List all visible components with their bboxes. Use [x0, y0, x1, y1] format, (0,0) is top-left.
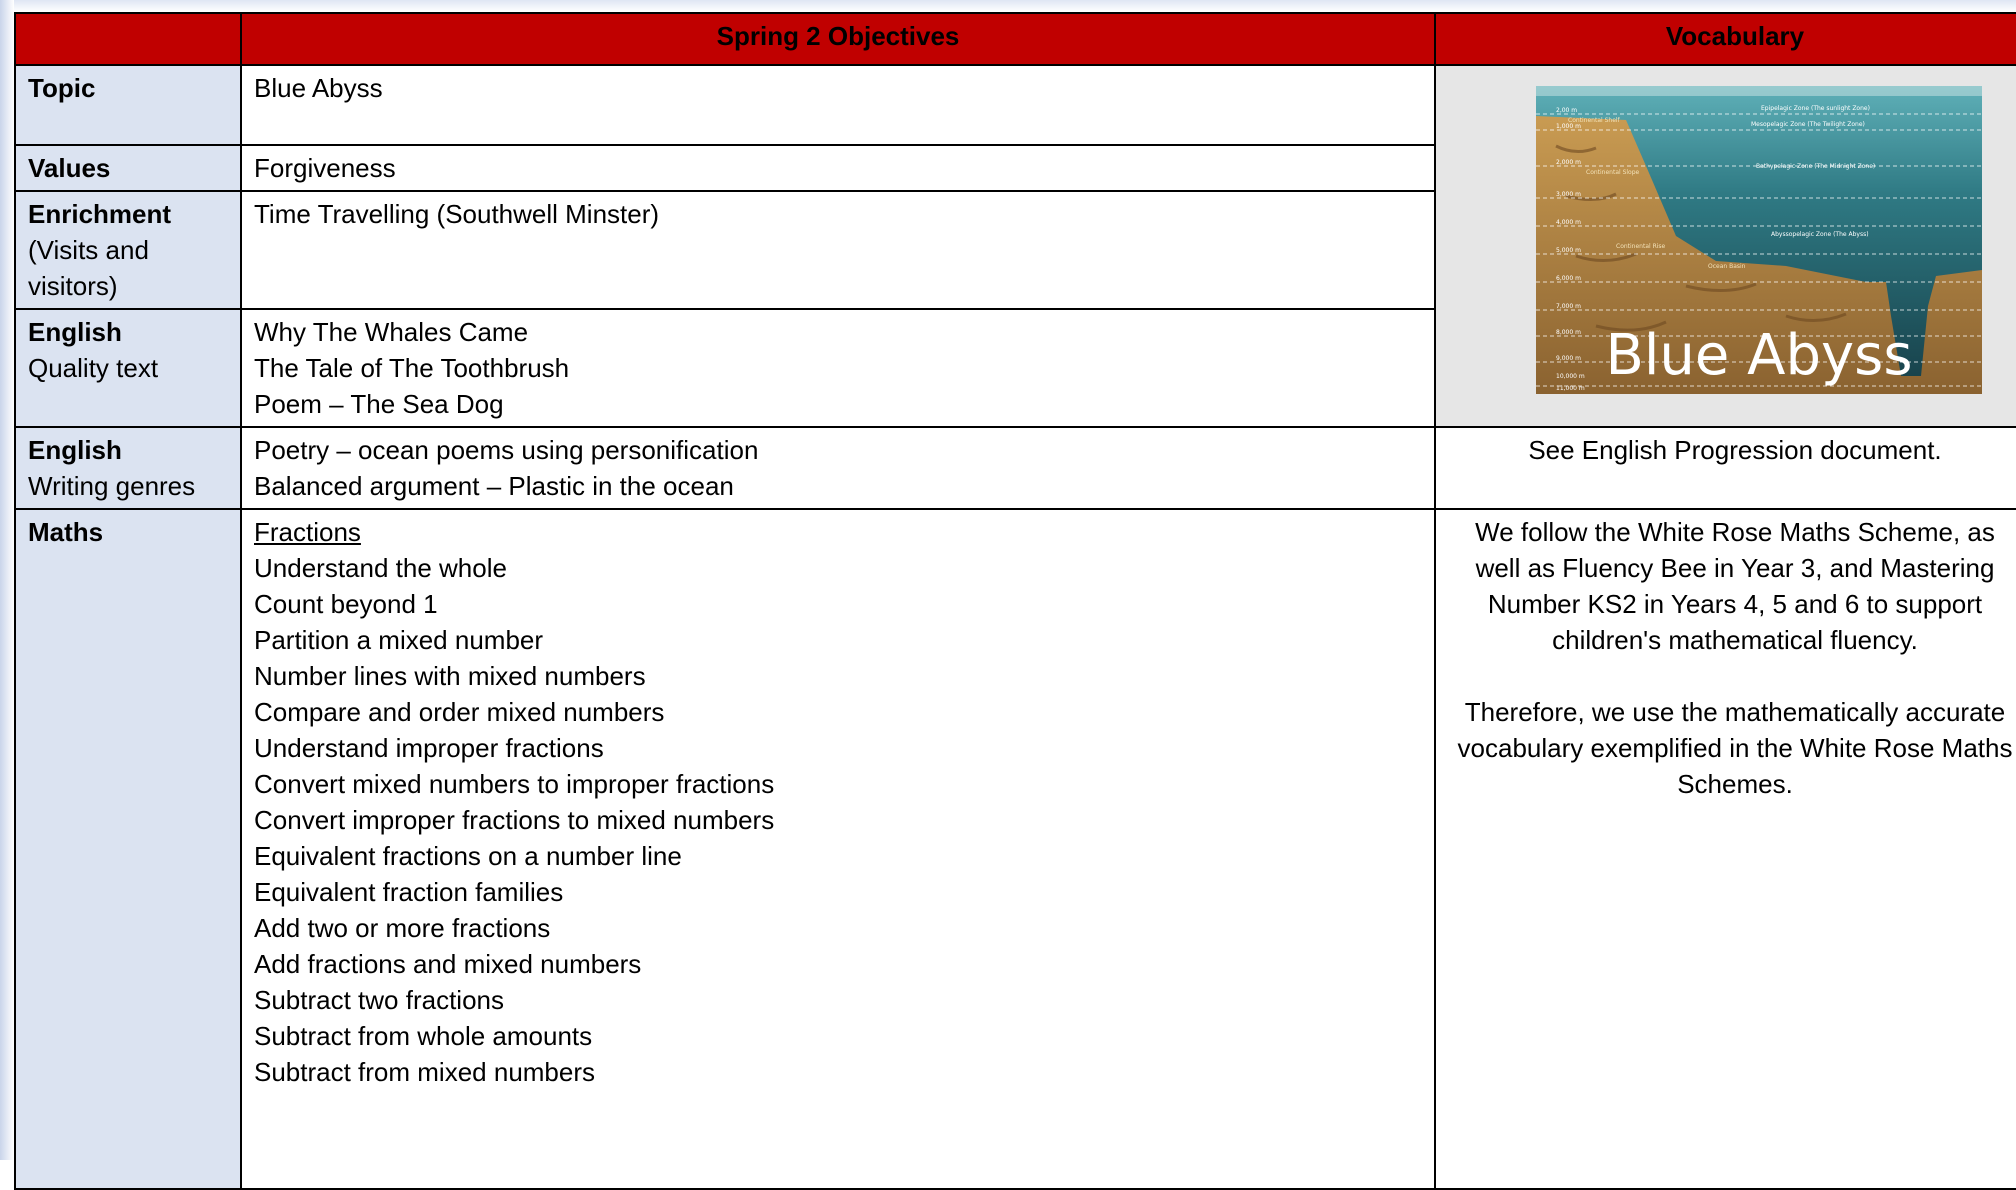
- list-item: Add two or more fractions: [254, 913, 551, 943]
- enrichment-label: Enrichment: [28, 199, 172, 229]
- list-item: Add fractions and mixed numbers: [254, 949, 642, 979]
- list-item: Poetry – ocean poems using personification: [254, 435, 759, 465]
- depth-label: 2,000 m: [1556, 159, 1581, 166]
- list-item: Subtract from whole amounts: [254, 1021, 593, 1051]
- page-shadow-top: [0, 0, 2016, 12]
- depth-label: 5,000 m: [1556, 247, 1581, 254]
- depth-label: 2,00 m: [1556, 107, 1578, 114]
- objectives-header: Spring 2 Objectives: [241, 13, 1435, 65]
- english-writing-row: [15, 427, 2016, 509]
- list-item: Compare and order mixed numbers: [254, 697, 665, 727]
- list-item: Count beyond 1: [254, 589, 438, 619]
- english-writing-label-cell: [15, 427, 241, 509]
- list-item: Convert improper fractions to mixed numbers: [254, 805, 775, 835]
- image-caption-layer: [1536, 86, 1982, 394]
- zone-label: Bathypelagic Zone (The Midnight Zone): [1756, 163, 1876, 170]
- vocabulary-header: Vocabulary: [1435, 13, 2016, 65]
- list-item: Subtract two fractions: [254, 985, 504, 1015]
- maths-label: Maths: [15, 509, 241, 1189]
- enrichment-value: Time Travelling (Southwell Minster): [241, 191, 1435, 309]
- depth-label: 9,000 m: [1556, 355, 1581, 362]
- enrichment-sub-label: (Visits and visitors): [28, 235, 149, 301]
- list-item: Understand the whole: [254, 553, 507, 583]
- english-writing-value: [241, 427, 1435, 509]
- english-text-sub-label: Quality text: [28, 353, 159, 383]
- english-text-value: [241, 309, 1435, 427]
- list-item: Equivalent fractions on a number line: [254, 841, 682, 871]
- enrichment-label-cell: [15, 191, 241, 309]
- maths-vocabulary-paragraph: Therefore, we use the mathematically accurate vocabulary exemplified in the White Rose Maths Schemes.: [1457, 697, 2013, 799]
- depth-label: 1,000 m: [1556, 123, 1581, 130]
- table-header-row: [15, 13, 2016, 65]
- list-item: Equivalent fraction families: [254, 877, 564, 907]
- list-item: Partition a mixed number: [254, 625, 544, 655]
- feature-label: Continental Slope: [1586, 169, 1640, 176]
- maths-value: [241, 509, 1435, 1189]
- depth-label: 6,000 m: [1556, 275, 1581, 282]
- list-item: Subtract from mixed numbers: [254, 1057, 596, 1087]
- feature-label: Continental Rise: [1616, 243, 1666, 250]
- values-value: Forgiveness: [241, 145, 1435, 191]
- list-item: Number lines with mixed numbers: [254, 661, 646, 691]
- english-writing-sub-label: Writing genres: [28, 471, 196, 501]
- header-corner-cell: [15, 13, 241, 65]
- depth-label: 11,000 m: [1556, 385, 1585, 392]
- english-writing-vocabulary: See English Progression document.: [1435, 427, 2016, 509]
- maths-row: [15, 509, 2016, 1189]
- maths-vocabulary: [1435, 509, 2016, 1189]
- topic-label: Topic: [15, 65, 241, 145]
- list-item: Balanced argument – Plastic in the ocean: [254, 471, 734, 501]
- list-item: The Tale of The Toothbrush: [254, 353, 570, 383]
- zone-label: Abyssopelagic Zone (The Abyss): [1771, 231, 1869, 238]
- depth-label: 10,000 m: [1556, 373, 1585, 380]
- paragraph-gap: [1448, 658, 2016, 694]
- depth-label: 7,000 m: [1556, 303, 1581, 310]
- list-item: Understand improper fractions: [254, 733, 604, 763]
- english-text-label: English: [28, 317, 122, 347]
- topic-value: Blue Abyss: [241, 65, 1435, 145]
- zone-label: Epipelagic Zone (The sunlight Zone): [1761, 105, 1870, 112]
- values-label: Values: [15, 145, 241, 191]
- maths-vocabulary-paragraph: We follow the White Rose Maths Scheme, as well as Fluency Bee in Year 3, and Mastering Number KS2 in Years 4, 5 and 6 to support children's mathematical fluency.: [1475, 517, 1995, 655]
- feature-label: Continental Shelf: [1568, 117, 1620, 124]
- depth-label: 8,000 m: [1556, 329, 1581, 336]
- topic-image-cell: [1435, 65, 2016, 427]
- list-item: Convert mixed numbers to improper fractions: [254, 769, 775, 799]
- depth-label: 4,000 m: [1556, 219, 1581, 226]
- topic-row: [15, 65, 2016, 145]
- list-item: Why The Whales Came: [254, 317, 529, 347]
- page-shadow-left: [0, 0, 14, 1160]
- english-writing-label: English: [28, 435, 122, 465]
- feature-label: Ocean Basin: [1708, 263, 1746, 270]
- objectives-table: [14, 12, 2016, 1190]
- maths-heading: Fractions: [254, 517, 361, 547]
- english-text-label-cell: [15, 309, 241, 427]
- list-item: Poem – The Sea Dog: [254, 389, 504, 419]
- curriculum-document: [14, 12, 2016, 1190]
- zone-label: Mesopelagic Zone (The Twilight Zone): [1751, 121, 1865, 128]
- image-caption: Blue Abyss: [1605, 323, 1913, 388]
- depth-label: 3,000 m: [1556, 191, 1581, 198]
